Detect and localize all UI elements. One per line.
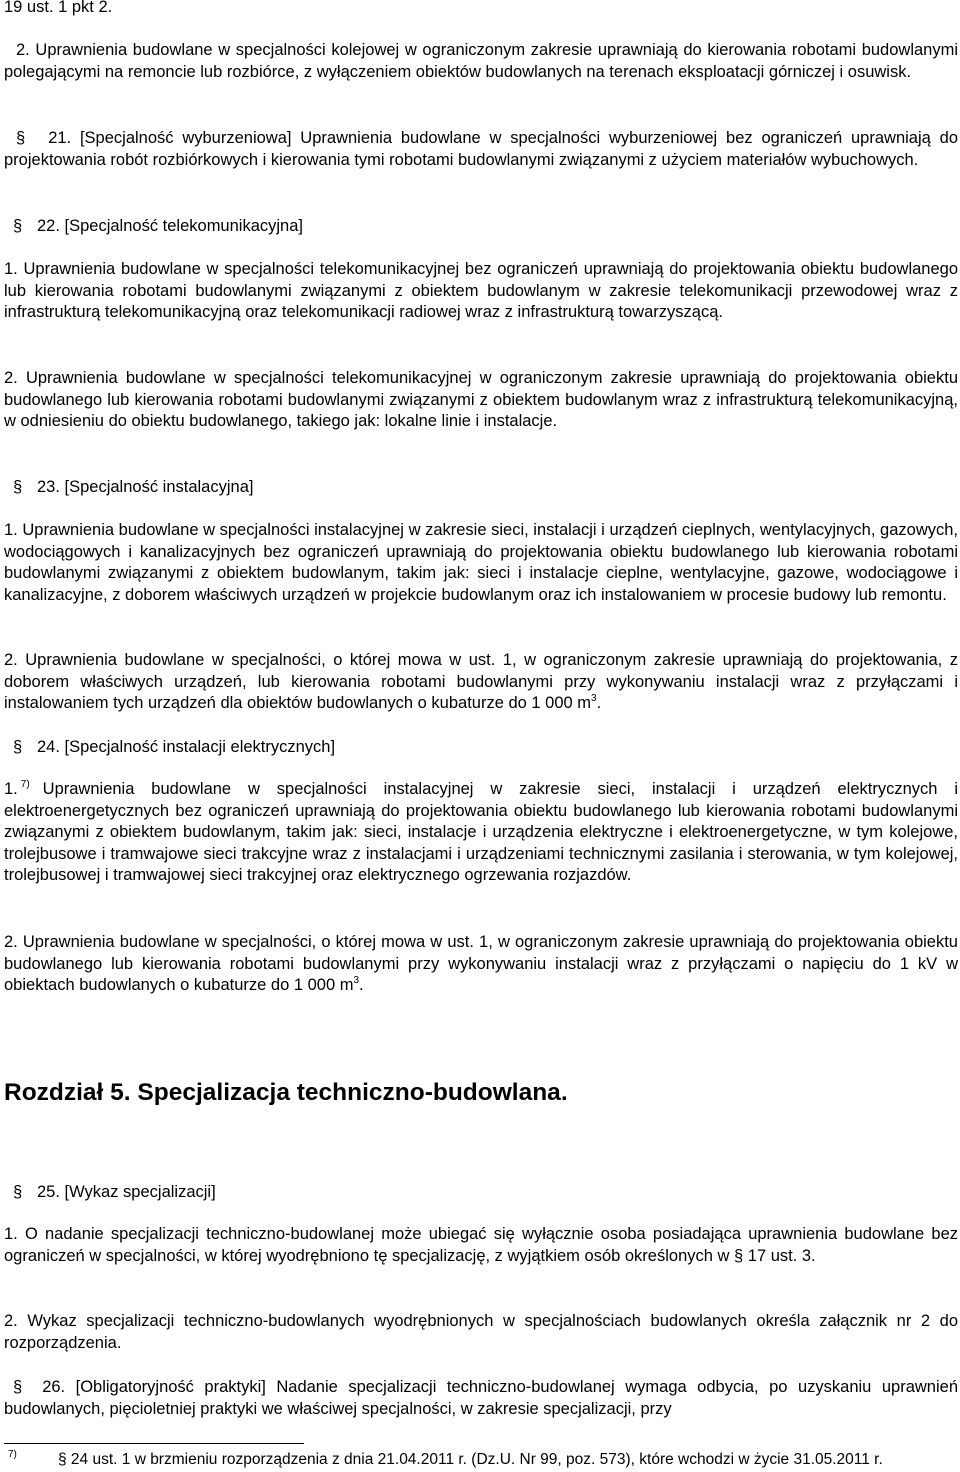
section-sign: §: [13, 1378, 23, 1396]
section-21: [4, 128, 958, 171]
footnote: 7) § 24 ust. 1 w brzmieniu rozporządzenia z dnia 21.04.2011 r. (Dz.U. Nr 99, poz. 573), które wchodzi w życie 31.05.2011 r.: [8, 1449, 883, 1468]
header-continuation: 19 ust. 1 pkt 2.: [4, 0, 113, 16]
section-25-heading: § 25. [Wykaz specjalizacji]: [13, 1182, 216, 1204]
section-sign: §: [13, 1183, 23, 1201]
chapter-heading: Rozdział 5. Specjalizacja techniczno-budowlana.: [4, 1079, 568, 1106]
section-sign: §: [13, 217, 23, 235]
section-24-para-1: 1. $^{7)}$ Uprawnienia budowlane w specjalności instalacyjnej w zakresie sieci, instalacji i urządzeń elektrycznych i elektroenergetycznych bez ograniczeń uprawniają do projektowania obiektu budowlanego lub kierowania robotami budowlanymi związanymi z obiektem budowlanym, takim jak: sieci, instalacje i urządzenia elektryczne i elektroenergetyczne, w tym kolejowe, trolejbusowe i tramwajowe sieci trakcyjne wraz z instalacjami i urządzeniami technicznymi zasilania i sterowania, w tym kolejowej, trolejbusowej i tramwajowej sieci trakcyjnej oraz elektrycznego ogrzewania rozjazdów.: [4, 779, 958, 885]
footnote-ref[interactable]: 7): [20, 779, 30, 790]
section-sign: §: [16, 129, 26, 147]
section-25-para-2: 2. Wykaz specjalizacji techniczno-budowlanych wyodrębnionych w specjalnościach budowlanych określa załącznik nr 2 do rozporządzenia.: [4, 1312, 958, 1352]
section-sign: §: [13, 738, 23, 756]
footnote-text: § 24 ust. 1 w brzmieniu rozporządzenia z dnia 21.04.2011 r. (Dz.U. Nr 99, poz. 573), które wchodzi w życie 31.05.2011 r.: [58, 1451, 883, 1468]
section-23-para-2: 2. Uprawnienia budowlane w specjalności, o której mowa w ust. 1, w ograniczonym zakresie uprawniają do projektowania, z doborem właściwych urządzeń, lub kierowania robotami budowlanymi przy wykonywaniu instalacji wraz z przyłączami i instalowaniem tych urządzeń dla obiektów budowlanych o kubaturze do 1 000 $m^3$.: [4, 651, 958, 713]
section-22-para-1: 1. Uprawnienia budowlane w specjalności telekomunikacyjnej bez ograniczeń uprawniają do projektowania obiektu budowlanego lub kierowania robotami budowlanymi związanymi z obiektem budowlanym w zakresie telekomunikacji przewodowej wraz z infrastrukturą telekomunikacyjną oraz telekomunikacji radiowej wraz z infrastrukturą towarzyszącą.: [4, 260, 958, 322]
section-sign: §: [13, 478, 23, 496]
section-23-para-1: 1. Uprawnienia budowlane w specjalności instalacyjnej w zakresie sieci, instalacji i urządzeń cieplnych, wentylacyjnych, gazowych, wodociągowych i kanalizacyjnych bez ograniczeń uprawniają do projektowania obiektu budowlanego lub kierowania robotami budowlanymi związanymi z obiektem budowlanym, takim jak: sieci i instalacje cieplne, wentylacyjne, gazowe, wodociągowe i kanalizacyjne, z doborem właściwych urządzeń w projekcie budowlanym oraz ich instalowaniem w procesie budowy lub remontu.: [4, 521, 958, 604]
section-25-para-1: 1. O nadanie specjalizacji techniczno-budowlanej może ubiegać się wyłącznie osoba posiadająca uprawnienia budowlane bez ograniczeń w specjalności, w której wyodrębniono tę specjalizację, z wyjątkiem osób określonych w § 17 ust. 3.: [4, 1225, 958, 1265]
footnote-divider: [4, 1443, 304, 1444]
paragraph-railway-limited: 2. Uprawnienia budowlane w specjalności kolejowej w ograniczonym zakresie uprawniają do kierowania robotami budowlanymi polegającymi na remoncie lub rozbiórce, z wyłączeniem obiektów budowlanych na terenach eksploatacji górniczej i osuwisk.: [4, 41, 958, 81]
section-24-heading: § 24. [Specjalność instalacji elektrycznych]: [13, 737, 335, 759]
section-26: § 26. [Obligatoryjność praktyki] Nadanie specjalizacji techniczno-budowlanej wymaga odbycia, po uzyskaniu uprawnień budowlanych, pięcioletniej praktyki we właściwej specjalności, w zakresie specjalizacji, przy: [4, 1378, 958, 1418]
section-22-para-2: 2. Uprawnienia budowlane w specjalności telekomunikacyjnej w ograniczonym zakresie uprawniają do projektowania obiektu budowlanego lub kierowania robotami budowlanymi związanymi z obiektem budowlanym wraz z infrastrukturą telekomunikacyjną, w odniesieniu do obiektu budowlanego, takiego jak: lokalne linie i instalacje.: [4, 369, 958, 431]
section-23-heading: § 23. [Specjalność instalacyjna]: [13, 477, 253, 499]
section-24-para-2: 2. Uprawnienia budowlane w specjalności, o której mowa w ust. 1, w ograniczonym zakresie uprawniają do projektowania obiektu budowlanego lub kierowania robotami budowlanymi przy wykonywaniu instalacji wraz z przyłączami o napięciu do 1 kV w obiektach budowlanych o kubaturze do 1 000 $m^3$.: [4, 933, 958, 995]
section-21-text: 21. [Specjalność wyburzeniowa] Uprawnienia budowlane w specjalności wyburzeniowej bez ograniczeń uprawniają do projektowania robót rozbiórkowych i kierowania tymi robotami budowlanymi związanymi z użyciem materiałów wybuchowych.: [4, 129, 958, 169]
section-22-heading: § 22. [Specjalność telekomunikacyjna]: [13, 216, 303, 238]
